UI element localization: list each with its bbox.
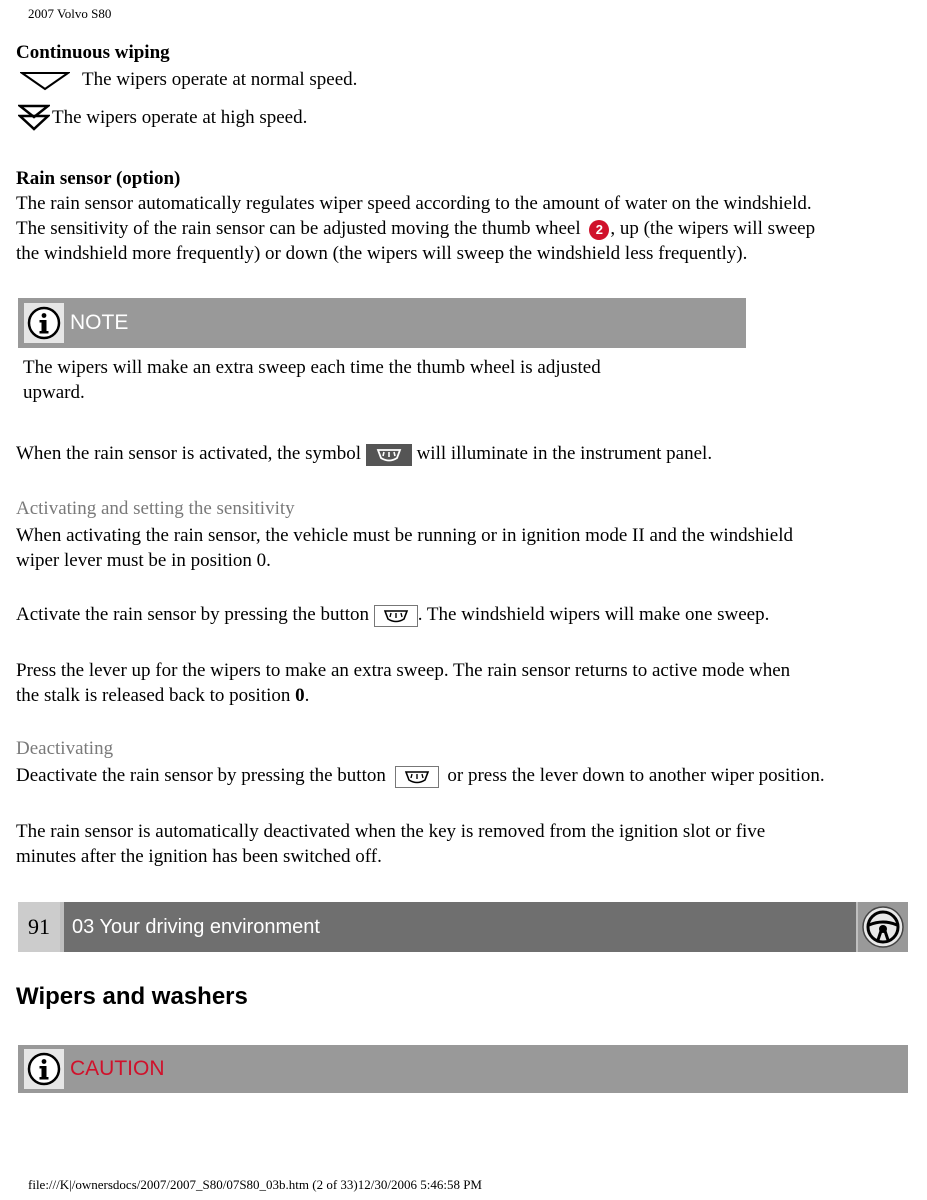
thumb-wheel-badge xyxy=(589,220,609,240)
lever-line-2a: the stalk is released back to position xyxy=(16,685,291,706)
rain-sensor-line-1: The rain sensor automatically regulates wiper speed according to the amount of water on the windshield. xyxy=(16,193,812,214)
caution-title: CAUTION xyxy=(70,1057,165,1080)
note-line-2: upward. xyxy=(23,382,85,403)
lever-line-1: Press the lever up for the wipers to make an extra sweep. The rain sensor returns to active mode when xyxy=(16,660,791,681)
normal-speed-text: The wipers operate at normal speed. xyxy=(82,69,358,90)
activate-button-line xyxy=(16,602,769,627)
rain-sensor-line-2a: The sensitivity of the rain sensor can be adjusted moving the thumb wheel xyxy=(16,218,581,239)
activating-line-1: When activating the rain sensor, the vehicle must be running or in ignition mode II and the windshield xyxy=(16,525,793,546)
info-icon xyxy=(24,303,64,343)
auto-deactivate-line-2: minutes after the ignition has been switched off. xyxy=(16,846,382,867)
activating-heading: Activating and setting the sensitivity xyxy=(16,498,295,519)
info-icon xyxy=(24,1049,64,1089)
deactivate-line-before: Deactivate the rain sensor by pressing the button xyxy=(16,765,386,786)
high-speed-text: The wipers operate at high speed. xyxy=(52,106,308,128)
section-bar xyxy=(18,902,908,952)
thumb-wheel-badge-number: 2 xyxy=(595,221,603,237)
symbol-line-after: will illuminate in the instrument panel. xyxy=(416,443,713,464)
activate-line-after: . The windshield wipers will make one sweep. xyxy=(417,604,770,625)
lever-line-2c: . xyxy=(304,685,310,706)
wipers-heading: Wipers and washers xyxy=(16,983,248,1010)
normal-speed-row xyxy=(20,67,357,92)
note-bar xyxy=(18,298,746,348)
symbol-line xyxy=(16,441,712,466)
lever-line-2 xyxy=(16,683,309,708)
auto-deactivate-line-1: The rain sensor is automatically deactivated when the key is removed from the ignition slot or five xyxy=(16,821,766,842)
activating-line-2: wiper lever must be in position 0. xyxy=(16,550,271,571)
note-line-1: The wipers will make an extra sweep each time the thumb wheel is adjusted xyxy=(23,357,601,378)
rain-sensor-line-3: the windshield more frequently) or down (the wipers will sweep the windshield less frequently). xyxy=(16,243,748,264)
rain-sensor-button-icon xyxy=(395,766,439,788)
normal-speed-icon xyxy=(20,69,70,91)
high-speed-row xyxy=(18,103,307,131)
rain-sensor-line-2 xyxy=(16,216,815,241)
page-number: 91 xyxy=(18,902,60,952)
rain-sensor-button-icon xyxy=(374,605,418,627)
note-title: NOTE xyxy=(70,311,129,334)
deactivate-line-after: or press the lever down to another wiper position. xyxy=(447,765,825,786)
symbol-line-before: When the rain sensor is activated, the symbol xyxy=(16,443,362,464)
continuous-wiping-title: Continuous wiping xyxy=(16,42,170,63)
high-speed-icon xyxy=(18,103,50,131)
deactivating-heading: Deactivating xyxy=(16,738,114,759)
rain-sensor-line-2b: , up (the wipers will sweep xyxy=(610,218,816,239)
steering-wheel-icon xyxy=(858,902,908,952)
document-footer: file:///K|/ownersdocs/2007/2007_S80/07S80_03b.htm (2 of 33)12/30/2006 5:46:58 PM xyxy=(28,1177,482,1192)
document-header: 2007 Volvo S80 xyxy=(28,6,112,21)
section-title: 03 Your driving environment xyxy=(64,902,856,952)
rain-sensor-title: Rain sensor (option) xyxy=(16,168,181,189)
caution-bar xyxy=(18,1045,908,1093)
deactivate-line xyxy=(16,763,825,788)
rain-sensor-indicator-icon xyxy=(366,444,412,466)
position-zero: 0 xyxy=(295,685,305,706)
activate-line-before: Activate the rain sensor by pressing the button xyxy=(16,604,370,625)
